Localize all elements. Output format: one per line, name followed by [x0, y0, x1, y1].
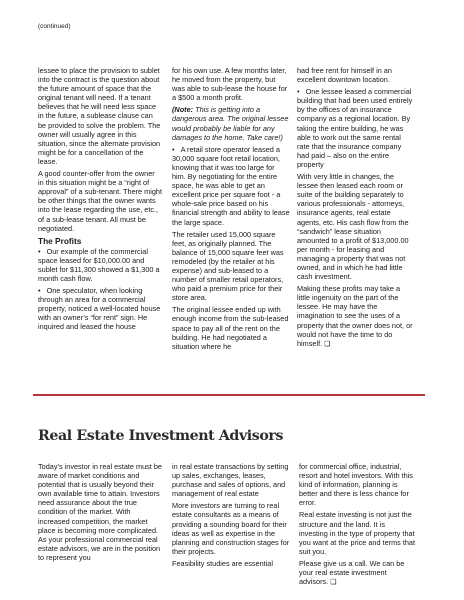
advisors-column-1: [38, 462, 164, 565]
paragraph: [297, 284, 415, 349]
end-mark-icon: ❏: [324, 340, 331, 348]
article-column-2: [172, 66, 290, 354]
note-text: This is getting into a dangerous area. The original lessee would probably be liable for any damages to the home. Take care!): [172, 105, 289, 142]
article-column-1: [38, 66, 162, 335]
paragraph: in real estate transactions by setting up sales, exchanges, leases, purchase and sales of options, and management of real estate: [172, 462, 289, 499]
paragraph: [299, 559, 415, 587]
advisors-column-3: [299, 462, 415, 590]
paragraph: had free rent for himself in an excellent downtown location.: [297, 66, 392, 85]
advisors-column-2: [172, 462, 292, 571]
paragraph: Feasibility studies are essential: [172, 558, 273, 568]
paragraph-text: Making these profits may take a little ingenuity on the part of the lessee. He may have the imagination to see the uses of a property that the owner does not, or would not have the time to do himself.: [297, 284, 413, 348]
paragraph: A good counter-offer from the owner in this situation might be a “right of approval” of a sub-tenant. There might be other things that the owner wants into the lease regarding the use, etc., of a sub-lease tenant. All must be negotiated.: [38, 169, 162, 233]
bullet-paragraph: • One lessee leased a commercial building that had been used entirely by the offices of an insurance company as a regional location. By taking the entire building, he was able to work out the same rental rate that the insurance company had paid – also on the entire property: [297, 87, 415, 169]
paragraph: for commercial office, industrial, resort and hotel investors. With this kind of information, planning is better and there is less chance for error.: [299, 462, 413, 508]
note-paragraph: [172, 105, 290, 141]
bullet-paragraph: • One speculator, when looking through an area for a commercial property, noticed a well-located house with an owner’s “for rent” sign. He inquired and leased the house: [38, 286, 162, 331]
paragraph-text: Please give us a call. We can be your real estate investment advisors.: [299, 558, 405, 587]
paragraph: With very little in changes, the lessee then leased each room or suite of the building separately to various professionals - attorneys, insurance agents, real estate agents, etc. His cash flow from the “sandwich” lease situation amounted to a profit of $13,000.00 per month - for leasing and managing a property that was not owned, and in which he had little cash investment.: [297, 172, 409, 282]
paragraph: The retailer used 15,000 square feet, as originally planned. The balance of 15,000 square feet was remodeled (by the retailer at his expense) and sub-leased to a number of smaller retail operators, who paid a premium price for their store area.: [172, 229, 284, 303]
bullet-paragraph: • Our example of the commercial space leased for $10,000.00 and sublet for $11,300 showed a $1,300 a month cash flow.: [38, 247, 162, 283]
continued-label: (continued): [38, 23, 71, 30]
paragraph: More investors are turning to real estate consultants as a means of providing a sounding board for their ideas as well as expertise in the planning and construction stages for their projects.: [172, 501, 290, 556]
end-mark-icon: ❏: [330, 579, 337, 587]
paragraph: Today’s investor in real estate must be aware of market conditions and potential that is usually beyond their own available time to attain. Investors need assurance about the true condition of the market. With increased competition, the market place is becoming more complicated. As your professional commercial real estate advisors, we are in the position to represent you: [38, 462, 162, 562]
paragraph: for his own use. A few months later, he moved from the property, but was able to sub-lease the house for a $500 a month profit.: [172, 66, 288, 103]
paragraph: lessee to place the provision to sublet into the contract is the question about the future amount of space that the original tenant will need. If a tenant believes that he will need less space in the future, a sublease clause can be provided to solve the problem. The owner will usually agree in this situation, since the alternate provision might be for a cancellation of the lease.: [38, 66, 161, 166]
paragraph: Real estate investing is not just the structure and the land. It is investing in the type of property that you want at the price and terms that suit you.: [299, 510, 416, 556]
note-label: (Note:: [172, 105, 194, 115]
bullet-paragraph: • A retail store operator leased a 30,000 square foot retail location, knowing that it was too large for him. By negotiating for the entire space, he was able to get an excellent price per square foot - a whole-sale price based on his financial strength and ability to lease the large space.: [172, 145, 290, 227]
article-column-3: [297, 66, 415, 352]
section-divider-rule: [33, 394, 425, 396]
paragraph: The original lessee ended up with enough income from the sub-leased space to pay all of the rent on the building. He had negotiated a situation where he: [172, 305, 289, 351]
section-heading-profits: The Profits: [38, 235, 82, 246]
section-title: Real Estate Investment Advisors: [38, 428, 284, 444]
